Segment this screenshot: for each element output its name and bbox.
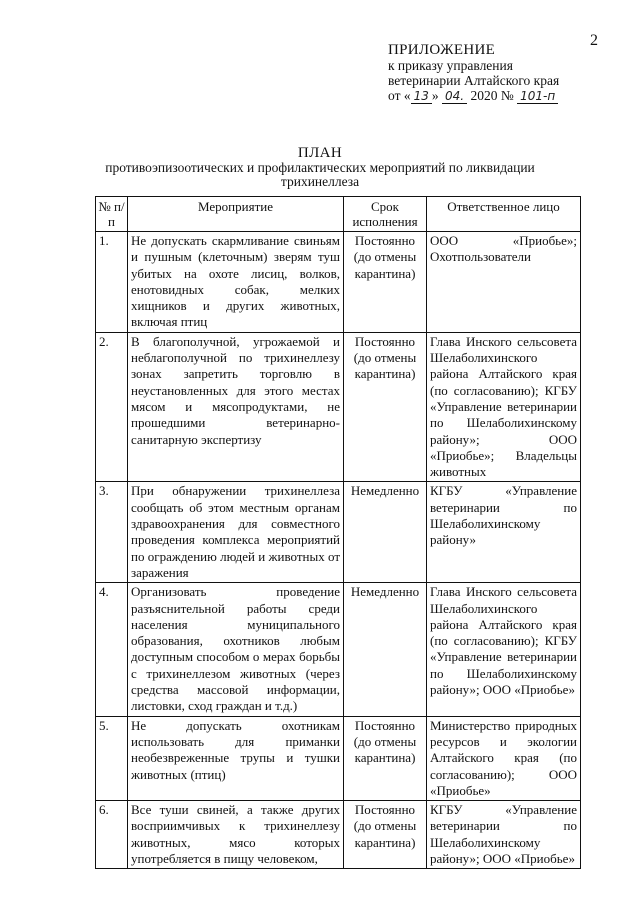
handwritten-month: 04. bbox=[442, 89, 467, 104]
date-mid: » bbox=[431, 88, 439, 103]
appendix-title: ПРИЛОЖЕНИЕ bbox=[388, 42, 496, 58]
row-activity: Все туши свиней, а также других восприимчивых к трихинеллезу животных, мясо которых употребляется в пищу человеком, bbox=[128, 801, 344, 869]
row-activity: При обнаружении трихинеллеза сообщать об этом местным органам здравоохранения для совместного проведения комплекса мероприятий по ограждению людей и животных от заражения bbox=[128, 482, 344, 583]
date-prefix: от « bbox=[388, 88, 411, 103]
row-term: Постоянно (до отмены карантина) bbox=[344, 801, 427, 869]
header-activity: Мероприятие bbox=[128, 197, 344, 232]
row-responsible: ООО «Приобье»; Охотпользователи bbox=[427, 232, 581, 333]
row-num: 4. bbox=[96, 583, 128, 716]
header-term: Срок исполнения bbox=[344, 197, 427, 232]
appendix-block bbox=[388, 43, 628, 104]
table-row bbox=[96, 332, 581, 482]
header-responsible: Ответственное лицо bbox=[427, 197, 581, 232]
row-activity: Не допускать охотникам использовать для приманки необезвреженные трупы и тушки животных (птиц) bbox=[128, 716, 344, 800]
appendix-line-1: к приказу управления bbox=[388, 58, 513, 73]
table-row bbox=[96, 801, 581, 869]
row-responsible: КГБУ «Управление ветеринарии по Шелаболихинскому району» bbox=[427, 482, 581, 583]
row-responsible: Глава Инского сельсовета Шелаболихинского района Алтайского края (по согласованию); КГБУ «Управление ветеринарии по Шелаболихинскому району»; ООО «Приобье» bbox=[427, 583, 581, 716]
table-row bbox=[96, 482, 581, 583]
row-term: Немедленно bbox=[344, 583, 427, 716]
row-term: Постоянно (до отмены карантина) bbox=[344, 716, 427, 800]
row-num: 6. bbox=[96, 801, 128, 869]
header-num: № п/п bbox=[96, 197, 128, 232]
row-term: Постоянно (до отмены карантина) bbox=[344, 332, 427, 482]
table-row bbox=[96, 716, 581, 800]
page-number: 2 bbox=[590, 32, 598, 49]
row-term: Постоянно (до отмены карантина) bbox=[344, 232, 427, 333]
table-row bbox=[96, 583, 581, 716]
table-header-row bbox=[96, 197, 581, 232]
year-text: 2020 № bbox=[470, 88, 514, 103]
row-num: 3. bbox=[96, 482, 128, 583]
appendix-date-line bbox=[388, 88, 628, 104]
row-term: Немедленно bbox=[344, 482, 427, 583]
row-num: 5. bbox=[96, 716, 128, 800]
appendix-line-2: ветеринарии Алтайского края bbox=[388, 73, 560, 88]
handwritten-day: 13 bbox=[411, 89, 432, 104]
row-responsible: Глава Инского сельсовета Шелаболихинского района Алтайского края (по согласованию); КГБУ «Управление ветеринарии по Шелаболихинскому району»; ООО «Приобье»; Владельцы животных bbox=[427, 332, 581, 482]
row-activity: В благополучной, угрожаемой и неблагополучной по трихинеллезу зонах запретить торговлю в неустановленных для этого местах мясом и мясопродуктами, не прошедшими ветеринарно-санитарную экспертизу bbox=[128, 332, 344, 482]
row-num: 2. bbox=[96, 332, 128, 482]
row-responsible: Министерство природных ресурсов и экологии Алтайского края (по согласованию); ООО «Приобье» bbox=[427, 716, 581, 800]
row-responsible: КГБУ «Управление ветеринарии по Шелаболихинскому району»; ООО «Приобье» bbox=[427, 801, 581, 869]
handwritten-order-number: 101-п bbox=[517, 89, 558, 104]
plan-subtitle: противоэпизоотических и профилактических мероприятий по ликвидации трихинеллеза bbox=[105, 160, 535, 189]
table-row bbox=[96, 232, 581, 333]
row-activity: Организовать проведение разъяснительной работы среди населения муниципального образования, охотников любым доступным способом о мерах борьбы с трихинеллезом животных (через средства массовой информации, листовки, сход граждан и т.д.) bbox=[128, 583, 344, 716]
plan-title: ПЛАН bbox=[297, 145, 343, 161]
plan-table bbox=[95, 196, 581, 869]
row-num: 1. bbox=[96, 232, 128, 333]
row-activity: Не допускать скармливание свиньям и пушным (клеточным) зверям туш убитых на охоте лисиц, волков, енотовидных собак, мелких хищников и других животных, включая птиц bbox=[128, 232, 344, 333]
